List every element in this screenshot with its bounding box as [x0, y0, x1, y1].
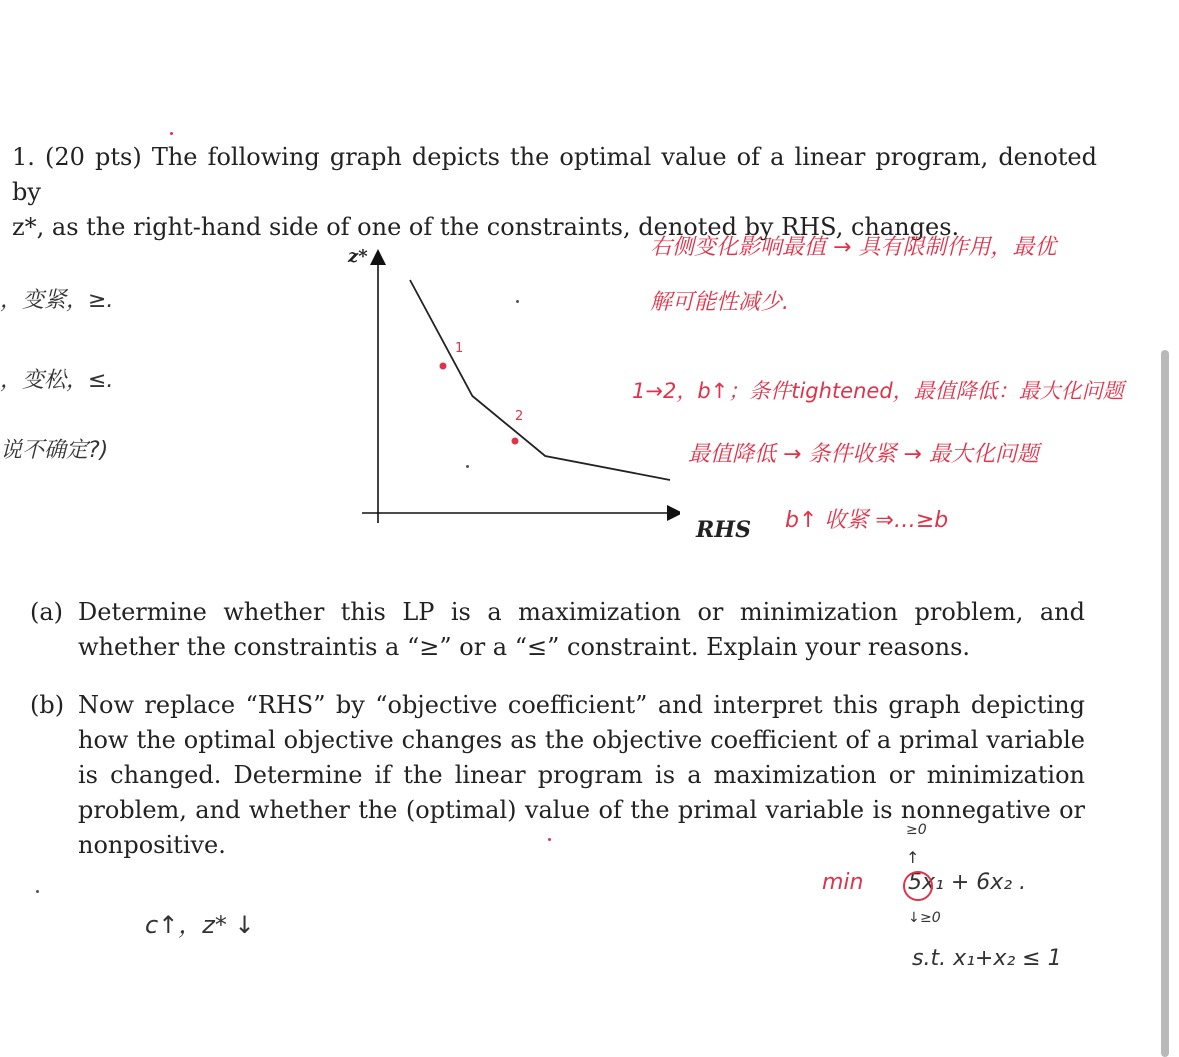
up-arrow-icon: ↑: [906, 848, 920, 867]
stray-dot: [466, 465, 469, 468]
red-note-2: 解可能性减少.: [650, 290, 789, 315]
stray-dot: [516, 300, 519, 303]
part-a: [30, 595, 1085, 665]
left-note-1: ，变紧，≥.: [0, 288, 114, 313]
point-1-marker: [440, 363, 447, 370]
optimal-value-curve: [410, 280, 670, 480]
problem-points: (20 pts): [45, 143, 142, 171]
stray-dot: [36, 890, 39, 893]
x-axis-label: RHS: [696, 517, 751, 543]
stray-dot: [170, 132, 173, 135]
math-down-annotation: ≥0: [920, 910, 941, 926]
problem-number: 1.: [12, 143, 35, 171]
part-b-text: Now replace “RHS” by “objective coefficient” and interpret this graph depicting how the optimal objective changes as the objective coefficient of a primal variable is changed. Determine if the linear program is a maximization or minimization problem, and whether the (optimal) value of the primal variable is nonnegative or nonpositive.: [78, 691, 1085, 859]
point-2-label: 2: [515, 409, 524, 424]
red-note-4: 最值降低 → 条件收紧 → 最大化问题: [688, 442, 1039, 467]
math-up-annotation: ≥0: [906, 822, 927, 838]
math-objective: 5x₁ + 6x₂ .: [908, 870, 1027, 895]
stray-dot: [548, 838, 551, 841]
problem-statement-line1: The following graph depicts the optimal value of a linear program, denoted by: [12, 143, 1098, 206]
bottom-left-note: c↑，z* ↓: [145, 911, 255, 939]
point-2-marker: [512, 438, 519, 445]
problem-statement-line2: z*, as the right-hand side of one of the constraints, denoted by RHS, changes.: [12, 213, 960, 241]
y-axis-label: z*: [348, 246, 368, 267]
problem-line-1: [12, 140, 1097, 210]
part-a-text: Determine whether this LP is a maximization or minimization problem, and whether the constraintis a “≥” or a “≤” constraint. Explain your reasons.: [78, 598, 1085, 661]
math-constraint: s.t. x₁+x₂ ≤ 1: [912, 946, 1062, 971]
left-note-3: 说不确定?): [0, 438, 109, 463]
down-arrow-icon: ↓: [908, 910, 920, 926]
left-note-2: ，变松，≤.: [0, 368, 114, 393]
red-note-5: b↑ 收紧 ⇒…≥b: [785, 508, 949, 533]
optimal-value-graph: [340, 245, 680, 550]
part-a-label: (a): [30, 598, 64, 626]
red-min-label: min: [822, 870, 864, 895]
red-note-1: 右侧变化影响最值 → 具有限制作用，最优: [650, 235, 1057, 260]
red-circle-mark: [900, 868, 936, 904]
vertical-scrollbar[interactable]: [1161, 350, 1169, 1057]
point-1-label: 1: [455, 341, 464, 356]
red-note-3: 1→2，b↑；条件tightened，最值降低：最大化问题: [632, 379, 1124, 403]
part-b-label: (b): [30, 691, 65, 719]
